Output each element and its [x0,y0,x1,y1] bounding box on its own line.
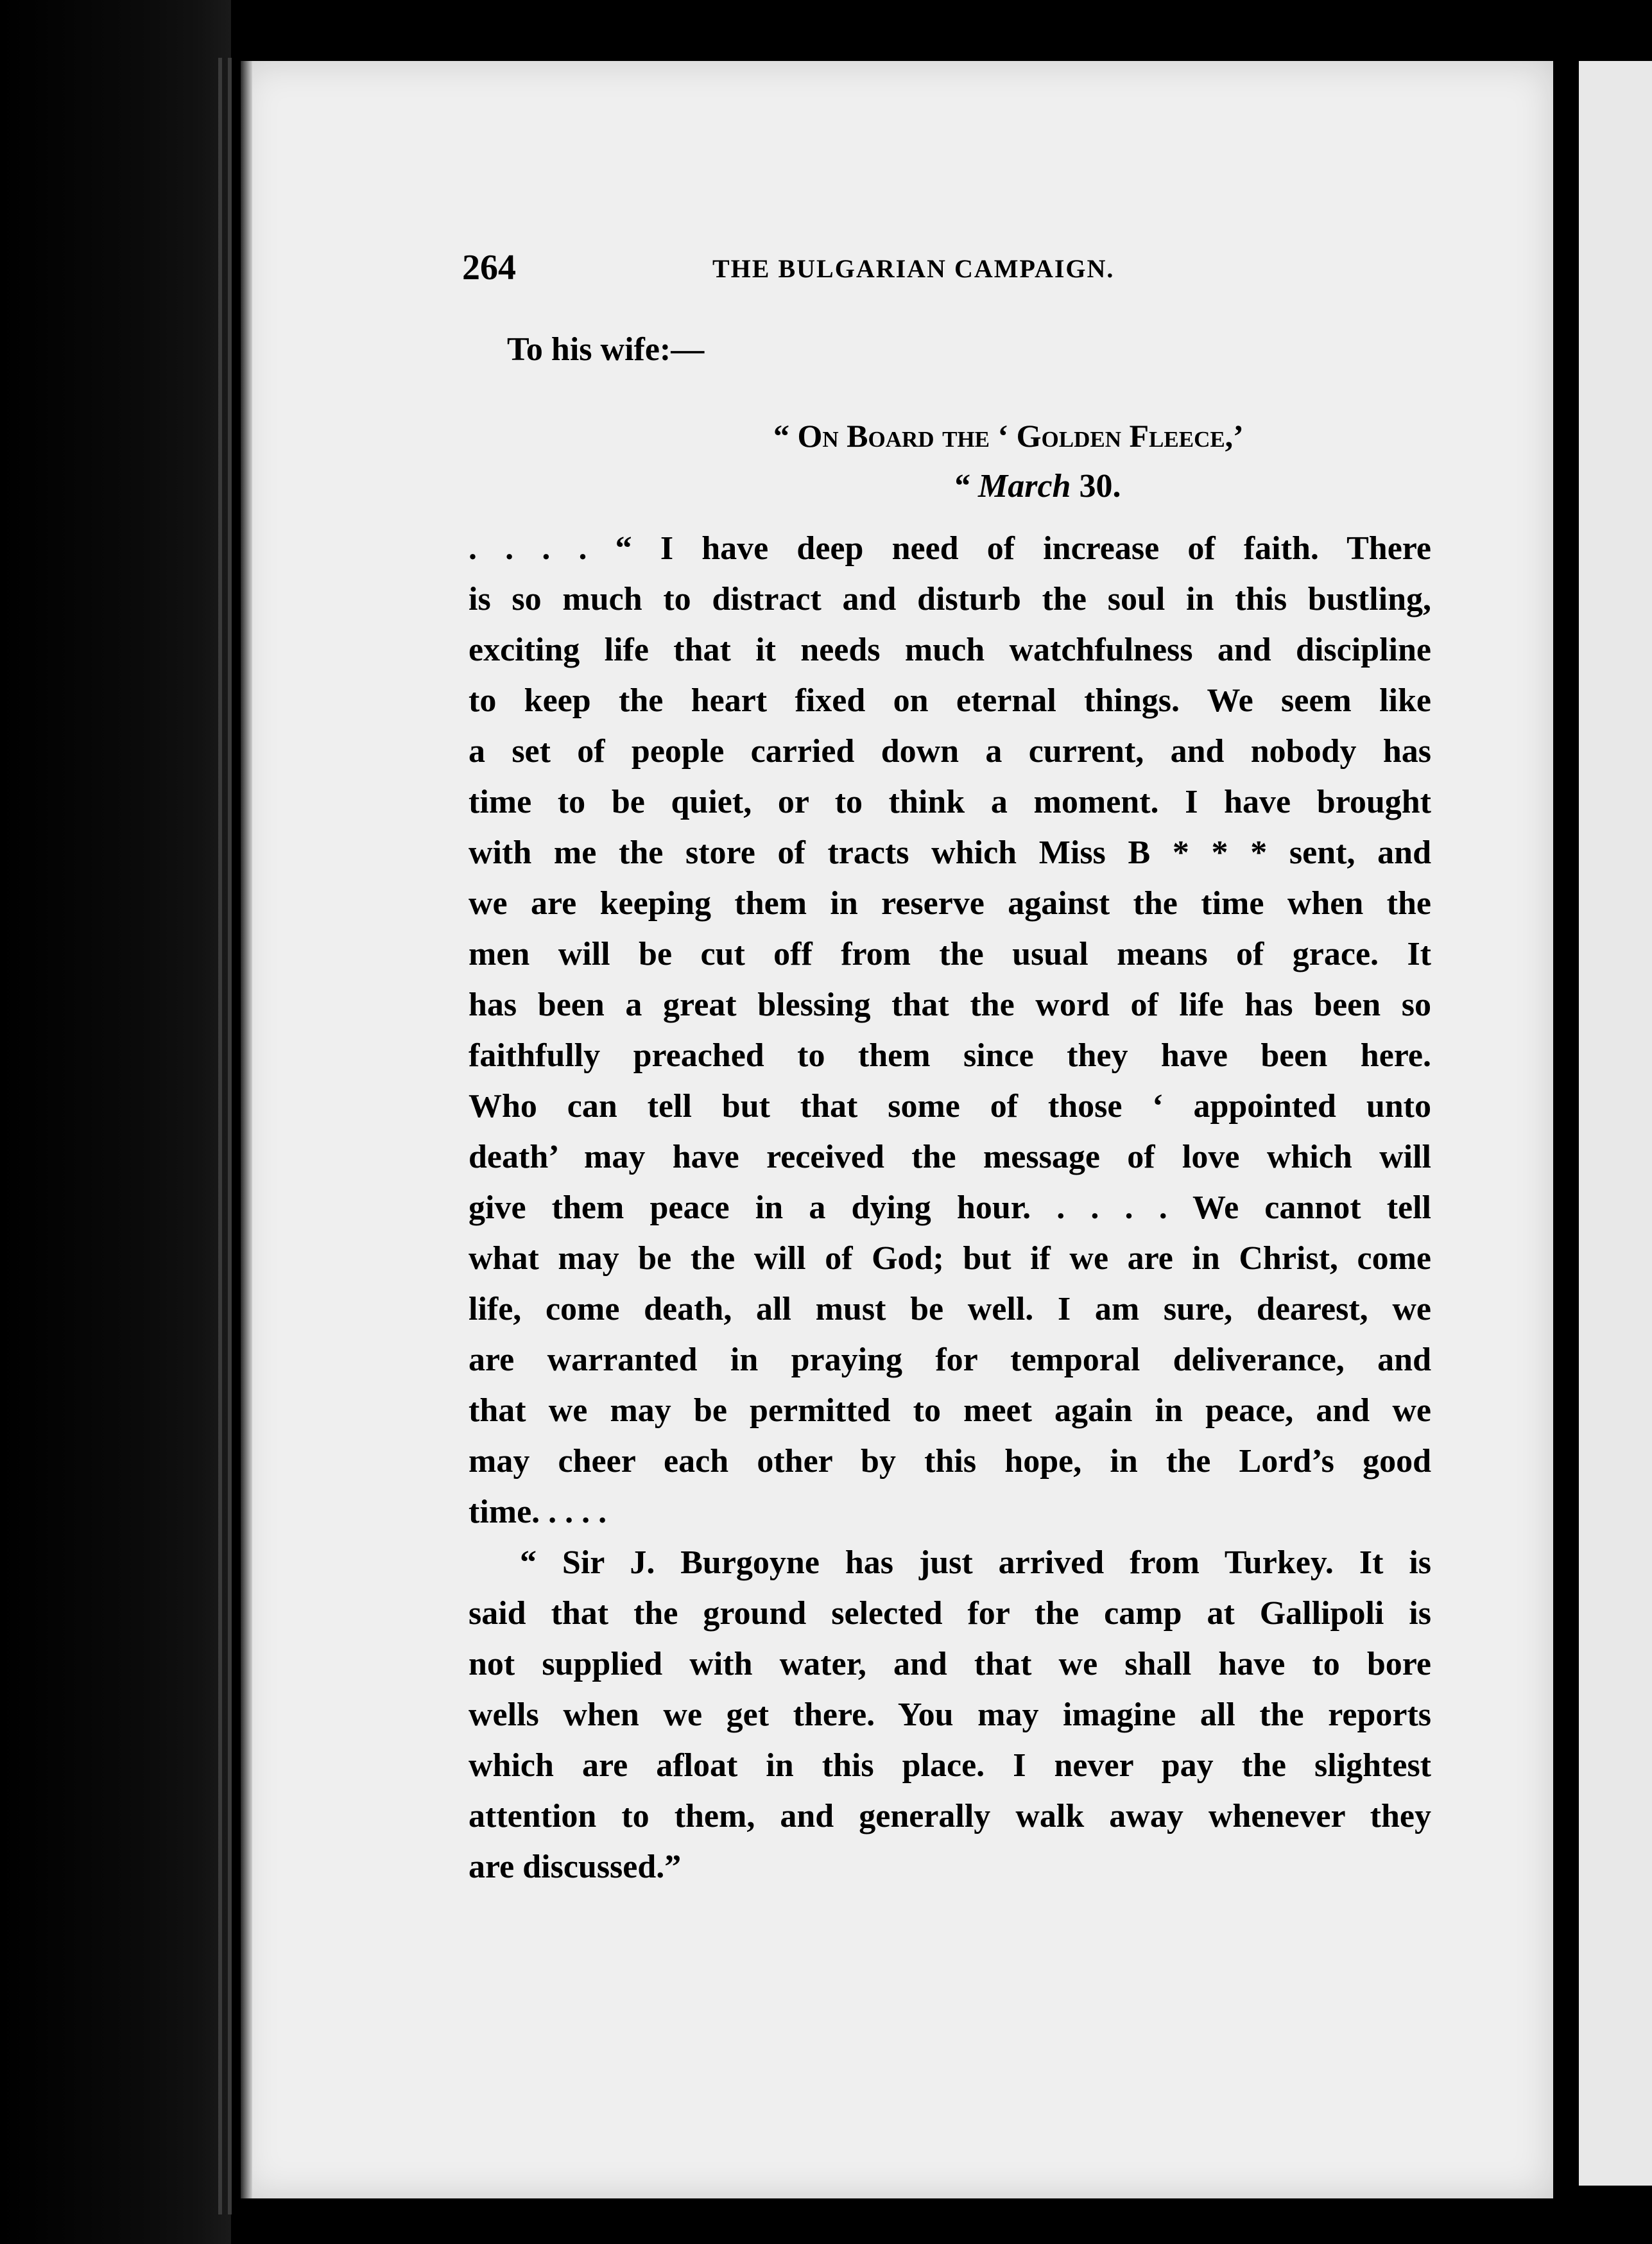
body-line: we are keeping them in reserve against the time when the [469,885,1431,922]
body-line: said that the ground selected for the camp at Gallipoli is [469,1595,1431,1632]
body-line: what may be the will of God; but if we are in Christ, come [469,1240,1431,1277]
body-line: time to be quiet, or to think a moment. I have brought [469,784,1431,820]
body-line: may cheer each other by this hope, in the Lord’s good [469,1443,1431,1480]
body-line: “ Sir J. Burgoyne has just arrived from Turkey. It is [520,1544,1431,1581]
body-line: exciting life that it needs much watchfulness and discipline [469,632,1431,668]
running-head [462,247,1168,292]
body-line: with me the store of tracts which Miss B * * * sent, and [469,834,1431,871]
facing-page-edge [1579,61,1652,2186]
body-line: Who can tell but that some of those ‘ appointed unto [469,1088,1431,1125]
body-line: not supplied with water, and that we shall have to bore [469,1646,1431,1682]
body-line: time. . . . . [469,1494,607,1530]
dateline-day: 30. [1071,468,1121,505]
running-title: THE BULGARIAN CAMPAIGN. [712,254,1115,283]
body-line: give them peace in a dying hour. . . . . We cannot tell [469,1189,1431,1226]
body-line: men will be cut off from the usual means of grace. It [469,936,1431,972]
body-line: are warranted in praying for temporal deliverance, and [469,1342,1431,1378]
body-line: . . . . “ I have deep need of increase of faith. There [469,530,1431,567]
body-line: are discussed.” [469,1849,682,1885]
page-gutter-shadow [241,61,252,2198]
book-binding-edge [0,0,231,2244]
dateline-month: “ March [953,468,1071,505]
binding-line [228,58,232,2214]
body-line: that we may be permitted to meet again in peace, and we [469,1392,1431,1429]
letter-body [469,523,1431,1892]
body-line: faithfully preached to them since they have been here. [469,1037,1431,1074]
letter-dateline-date [953,467,1121,505]
body-line: life, come death, all must be well. I am sure, dearest, we [469,1291,1431,1327]
page-number: 264 [462,248,516,288]
binding-line [218,58,222,2214]
body-line: is so much to distract and disturb the soul in this bustling, [469,581,1431,617]
page-gap [1553,0,1579,2244]
body-line: attention to them, and generally walk away whenever they [469,1798,1431,1834]
body-line: a set of people carried down a current, and nobody has [469,733,1431,770]
body-line: has been a great blessing that the word of life has been so [469,987,1431,1023]
body-line: death’ may have received the message of love which will [469,1139,1431,1175]
letter-salutation: To his wife:— [507,331,705,368]
letter-dateline-place: “ On Board the ‘ Golden Fleece,’ [773,418,1244,454]
body-line: to keep the heart fixed on eternal things. We seem like [469,682,1431,719]
body-line: wells when we get there. You may imagine all the reports [469,1696,1431,1733]
body-line: which are afloat in this place. I never pay the slightest [469,1747,1431,1784]
